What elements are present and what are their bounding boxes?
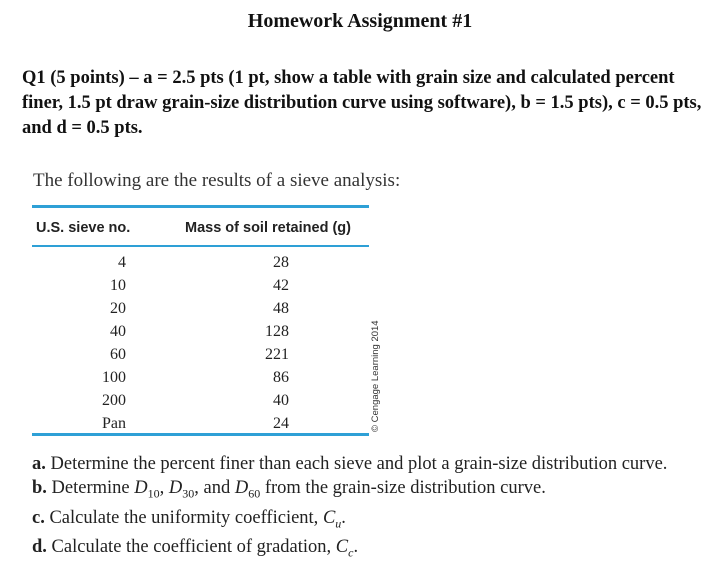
mass-cell: 40 <box>273 392 289 409</box>
d10-symbol: D <box>134 478 148 498</box>
table-header-rule <box>32 245 369 247</box>
task-a <box>32 452 667 476</box>
sieve-cell: 200 <box>102 392 126 409</box>
task-d <box>32 535 667 565</box>
table-row <box>32 300 369 323</box>
task-text: Determine <box>51 478 130 498</box>
page-title: Homework Assignment #1 <box>247 10 473 32</box>
sieve-cell: 40 <box>110 323 126 340</box>
separator: , and <box>194 478 231 498</box>
table-row <box>32 392 369 415</box>
cu-symbol: C <box>322 507 336 528</box>
mass-cell: 28 <box>273 254 289 271</box>
table-row <box>32 254 369 277</box>
table-top-rule <box>32 205 369 208</box>
task-text: from the grain-size distribution curve. <box>264 478 546 498</box>
task-text: Calculate the uniformity coefficient, <box>49 507 319 528</box>
task-letter: d. <box>32 537 47 558</box>
task-letter: c. <box>32 507 45 528</box>
header-sieve: U.S. sieve no. <box>36 220 131 236</box>
table-row <box>32 277 369 300</box>
task-c <box>32 506 667 536</box>
d30-subscript: 30 <box>182 486 195 501</box>
task-letter: b. <box>32 478 47 498</box>
d10-subscript: 10 <box>147 486 160 501</box>
copyright-notice: © Cengage Learning 2014 <box>370 320 381 432</box>
table-row <box>32 323 369 346</box>
sieve-cell: 60 <box>110 346 126 363</box>
question-text: Q1 (5 points) – a = 2.5 pts (1 pt, show a table with grain size and calculated percent finer, 1.5 pt draw grain-size distribution curve using software), b = 1.5 pts), c = 0.5 pts, and d = 0.5 pts. <box>22 68 702 138</box>
table-bottom-rule <box>32 433 369 436</box>
mass-cell: 128 <box>265 323 289 340</box>
task-text: Determine the percent finer than each sieve and plot a grain-size distribution curve. <box>50 454 668 474</box>
mass-cell: 42 <box>273 277 289 294</box>
task-b <box>32 476 667 506</box>
separator: , <box>159 478 165 498</box>
header-mass: Mass of soil retained (g) <box>185 220 351 236</box>
table-row <box>32 346 369 369</box>
d30-symbol: D <box>168 478 183 498</box>
period: . <box>341 507 346 528</box>
sieve-cell: Pan <box>102 415 126 432</box>
task-text: Calculate the coefficient of gradation, <box>51 537 332 558</box>
sieve-cell: 4 <box>118 254 126 271</box>
task-list <box>32 452 667 565</box>
mass-cell: 48 <box>273 300 289 317</box>
sieve-cell: 100 <box>102 369 126 386</box>
cu-subscript: u <box>335 516 342 531</box>
table-row <box>32 369 369 392</box>
d60-subscript: 60 <box>248 486 261 501</box>
cc-symbol: C <box>335 537 349 558</box>
sieve-cell: 20 <box>110 300 126 317</box>
task-letter: a. <box>32 454 46 474</box>
d60-symbol: D <box>234 478 249 498</box>
mass-cell: 24 <box>273 415 289 432</box>
mass-cell: 86 <box>273 369 289 386</box>
period: . <box>353 537 359 558</box>
sieve-cell: 10 <box>110 277 126 294</box>
cc-subscript: c <box>348 546 354 561</box>
intro-text: The following are the results of a sieve analysis: <box>33 170 401 191</box>
mass-cell: 221 <box>265 346 289 363</box>
sieve-table-body <box>32 254 369 438</box>
